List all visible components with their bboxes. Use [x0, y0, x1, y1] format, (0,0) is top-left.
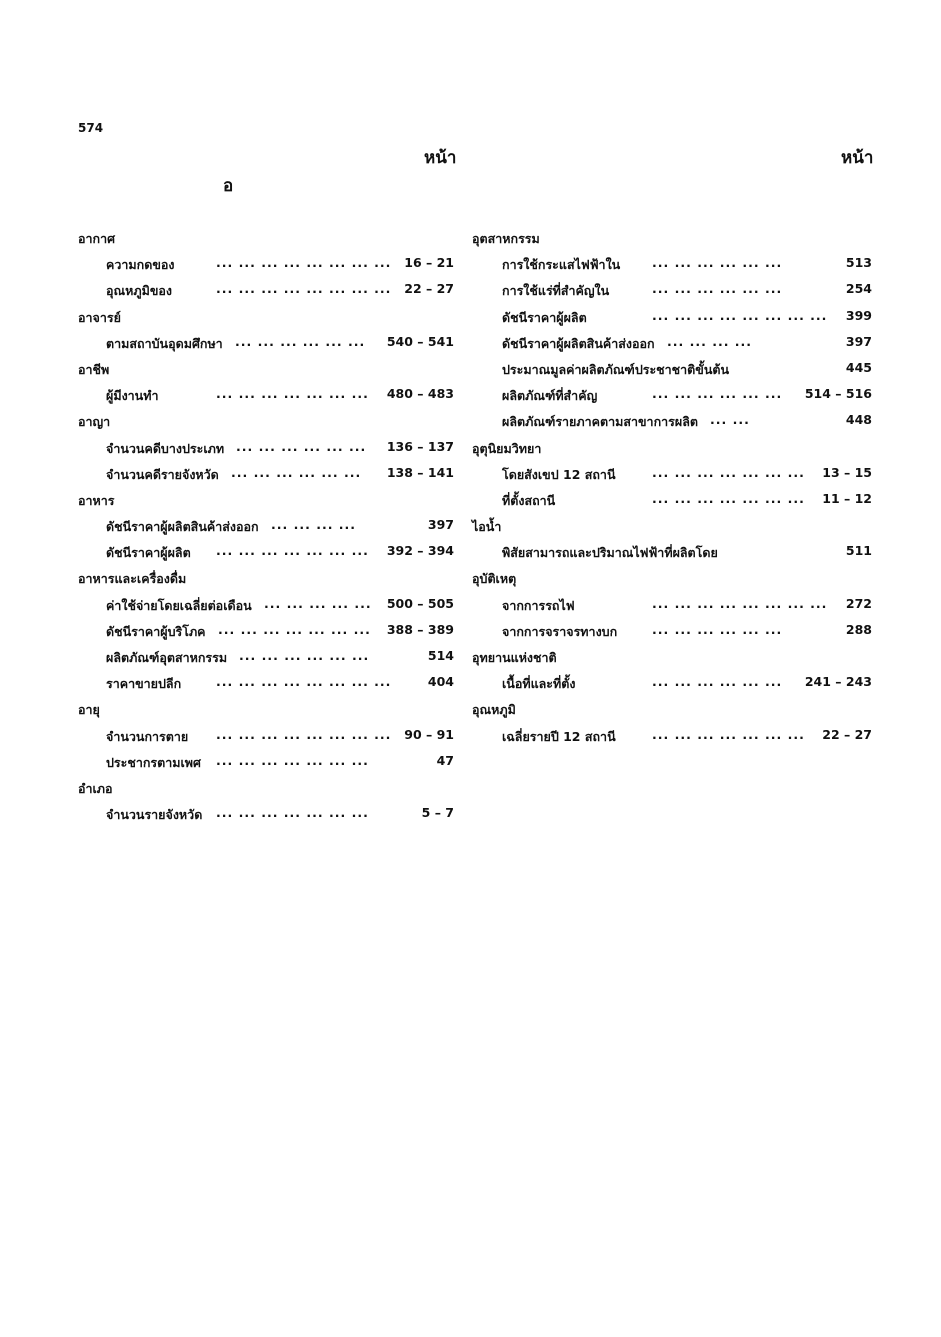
page-reference: 511	[845, 543, 872, 559]
index-entry	[472, 356, 872, 382]
index-heading	[472, 644, 872, 670]
page-reference: 136 – 137	[386, 438, 454, 454]
index-heading-text: อาหารและเครื่องดื่ม	[78, 571, 187, 587]
index-entry	[78, 251, 454, 277]
leader-dots: ... ... ... ... ... ...	[231, 464, 362, 480]
index-entry	[78, 461, 454, 487]
leader-dots: ... ... ... ... ... ... ...	[652, 490, 805, 506]
leader-dots: ... ... ... ... ... ... ...	[218, 621, 371, 637]
index-entry-label: ค่าใช้จ่ายโดยเฉลี่ยต่อเดือน	[106, 597, 252, 613]
page-reference: 540 – 541	[386, 333, 454, 349]
leader-dots: ... ... ... ... ... ...	[652, 674, 783, 690]
index-heading-text: อาชีพ	[78, 361, 110, 377]
index-entry	[78, 801, 454, 827]
leader-dots: ... ... ... ... ... ...	[239, 648, 370, 663]
index-entry-label: จากการรถไฟ	[502, 597, 575, 613]
index-entry	[472, 539, 872, 565]
index-heading-text: อุณหภูมิ	[472, 702, 516, 718]
page-reference: 272	[845, 595, 872, 611]
index-entry	[472, 592, 872, 618]
index-entry	[78, 723, 454, 749]
index-heading	[472, 696, 872, 722]
index-heading	[78, 775, 454, 801]
index-column-right	[472, 225, 872, 749]
index-entry-label: อุณหภูมิของ	[106, 283, 172, 299]
leader-dots: ... ... ... ... ... ...	[652, 255, 783, 271]
index-heading-text: อากาศ	[78, 231, 116, 246]
page-reference: 47	[436, 752, 454, 768]
page-reference: 514 – 516	[804, 386, 872, 402]
index-entry-label: การใช้กระแสไฟฟ้าใน	[502, 257, 621, 273]
leader-dots: ... ... ... ... ... ...	[652, 621, 783, 637]
index-entry	[78, 618, 454, 644]
index-entry-label: จำนวนคดีบางประเภท	[106, 440, 225, 456]
index-entry	[472, 723, 872, 749]
index-heading	[78, 565, 454, 591]
page-reference: 13 – 15	[822, 464, 872, 480]
page-number: 574	[78, 121, 104, 135]
index-heading	[78, 356, 454, 382]
index-heading-text: อุตสาหกรรม	[472, 231, 540, 246]
leader-dots: ... ... ... ... ... ... ...	[652, 464, 805, 480]
index-entry	[472, 461, 872, 487]
page-reference: 445	[845, 359, 872, 375]
index-entry-label: ผู้มีงานทำ	[106, 388, 159, 404]
index-entry-label: ดัชนีราคาผู้บริโภค	[106, 623, 206, 639]
page-reference: 397	[845, 333, 872, 349]
index-entry	[78, 539, 454, 565]
index-entry	[78, 592, 454, 618]
leader-dots: ... ... ... ... ...	[264, 595, 372, 611]
leader-dots: ... ... ... ... ... ... ... ...	[216, 281, 392, 297]
page-reference: 5 – 7	[421, 805, 454, 821]
index-entry-label: จำนวนคดีรายจังหวัด	[106, 466, 219, 482]
page-reference: 90 – 91	[404, 726, 454, 742]
page-reference: 448	[845, 412, 872, 428]
index-entry-label: ดัชนีราคาผู้ผลิต	[106, 545, 191, 561]
index-entry-label: ราคาขายปลีก	[106, 676, 182, 692]
leader-dots: ... ... ... ... ... ... ... ...	[216, 674, 392, 690]
index-entry-label: เนื้อที่และที่ตั้ง	[502, 676, 576, 692]
index-heading	[472, 513, 872, 539]
index-heading-text: อาจารย์	[78, 309, 121, 325]
page-reference: 11 – 12	[822, 490, 872, 506]
index-entry	[472, 618, 872, 644]
index-entry-label: การใช้แร่ที่สำคัญใน	[502, 283, 610, 299]
column-heading-right: หน้า	[841, 148, 874, 168]
index-entry-label: ผลิตภัณฑ์อุตสาหกรรม	[106, 650, 228, 665]
index-entry	[472, 330, 872, 356]
index-heading	[472, 565, 872, 591]
index-entry	[472, 408, 872, 434]
index-heading-text: อุทยานแห่งชาติ	[472, 650, 557, 665]
leader-dots: ... ... ... ... ... ...	[235, 333, 366, 349]
index-heading	[78, 225, 454, 251]
index-entry	[78, 749, 454, 775]
page-reference: 22 – 27	[822, 726, 872, 742]
index-entry	[78, 670, 454, 696]
page-reference: 500 – 505	[386, 595, 454, 611]
index-entry-label: ดัชนีราคาผู้ผลิตสินค้าส่งออก	[502, 335, 655, 351]
index-entry-label: ดัชนีราคาผู้ผลิต	[502, 309, 587, 325]
page-reference: 513	[845, 255, 872, 271]
index-entry	[472, 277, 872, 303]
page-reference: 399	[845, 307, 872, 323]
index-heading-text: อาญา	[78, 414, 111, 430]
index-heading	[78, 487, 454, 513]
index-entry-label: ผลิตภัณฑ์ที่สำคัญ	[502, 388, 598, 404]
index-entry	[78, 644, 454, 670]
index-heading	[472, 435, 872, 461]
leader-dots: ... ... ... ... ... ... ...	[652, 726, 805, 742]
index-entry-label: เฉลี่ยรายปี 12 สถานี	[502, 728, 616, 744]
leader-dots: ... ... ... ...	[667, 333, 753, 349]
leader-dots: ... ...	[710, 412, 750, 428]
page-reference: 254	[845, 281, 872, 297]
page-reference: 392 – 394	[386, 543, 454, 559]
page-reference: 16 – 21	[404, 255, 454, 271]
index-entry	[78, 513, 454, 539]
leader-dots: ... ... ... ... ... ... ... ...	[216, 255, 392, 271]
index-entry-label: จำนวนรายจังหวัด	[106, 807, 203, 823]
index-entry-label: ประชากรตามเพศ	[106, 754, 201, 770]
leader-dots: ... ... ... ... ... ... ... ...	[216, 726, 392, 742]
page-reference: 480 – 483	[386, 386, 454, 402]
leader-dots: ... ... ... ... ... ...	[236, 438, 367, 454]
index-heading-text: อายุ	[78, 702, 100, 718]
page-reference: 288	[845, 621, 872, 637]
index-entry	[472, 382, 872, 408]
index-entry-label: โดยสังเขป 12 สถานี	[502, 466, 616, 482]
index-heading-text: อาหาร	[78, 492, 115, 508]
page-reference: 514	[427, 648, 454, 663]
index-entry-label: ความกดของ	[106, 257, 175, 273]
index-entry	[78, 435, 454, 461]
page-reference: 388 – 389	[386, 621, 454, 637]
leader-dots: ... ... ... ... ... ...	[652, 281, 783, 297]
index-heading-text: ไอน้ำ	[472, 519, 502, 535]
index-heading-text: อุบัติเหตุ	[472, 571, 517, 587]
page-reference: 404	[427, 674, 454, 690]
section-letter: อ	[223, 176, 234, 196]
index-heading	[78, 408, 454, 434]
page-reference: 241 – 243	[804, 674, 872, 690]
index-entry-label: ผลิตภัณฑ์รายภาคตามสาขาการผลิต	[502, 414, 698, 430]
index-entry-label: พิสัยสามารถและปริมาณไฟฟ้าที่ผลิตโดย	[502, 545, 718, 561]
index-entry-label: ประมาณมูลค่าผลิตภัณฑ์ประชาชาติขั้นต้น	[502, 361, 730, 377]
leader-dots: ... ... ... ... ... ...	[652, 386, 783, 402]
leader-dots: ... ... ... ... ... ... ...	[216, 752, 369, 768]
index-entry-label: ตามสถาบันอุดมศึกษา	[106, 335, 223, 351]
index-entry	[78, 382, 454, 408]
page-reference: 138 – 141	[386, 464, 454, 480]
index-heading	[78, 696, 454, 722]
index-column-left	[78, 225, 454, 827]
page-reference: 22 – 27	[404, 281, 454, 297]
leader-dots: ... ... ... ... ... ... ... ...	[652, 595, 828, 611]
index-heading-text: อุตุนิยมวิทยา	[472, 440, 542, 456]
index-entry	[472, 487, 872, 513]
leader-dots: ... ... ... ... ... ... ... ...	[652, 307, 828, 323]
index-entry	[78, 330, 454, 356]
index-entry	[78, 277, 454, 303]
leader-dots: ... ... ... ... ... ... ...	[216, 386, 369, 402]
leader-dots: ... ... ... ...	[271, 517, 357, 533]
index-entry-label: ที่ตั้งสถานี	[502, 492, 556, 508]
index-heading	[472, 225, 872, 251]
column-heading-left: หน้า	[424, 148, 457, 168]
leader-dots: ... ... ... ... ... ... ...	[216, 543, 369, 559]
leader-dots: ... ... ... ... ... ... ...	[216, 805, 369, 821]
index-entry	[472, 304, 872, 330]
index-entry	[472, 251, 872, 277]
index-entry-label: ดัชนีราคาผู้ผลิตสินค้าส่งออก	[106, 519, 259, 535]
index-entry-label: จำนวนการตาย	[106, 728, 189, 744]
page-reference: 397	[427, 517, 454, 533]
index-heading-text: อำเภอ	[78, 780, 113, 796]
index-entry	[472, 670, 872, 696]
index-heading	[78, 304, 454, 330]
index-entry-label: จากการจราจรทางบก	[502, 623, 618, 639]
